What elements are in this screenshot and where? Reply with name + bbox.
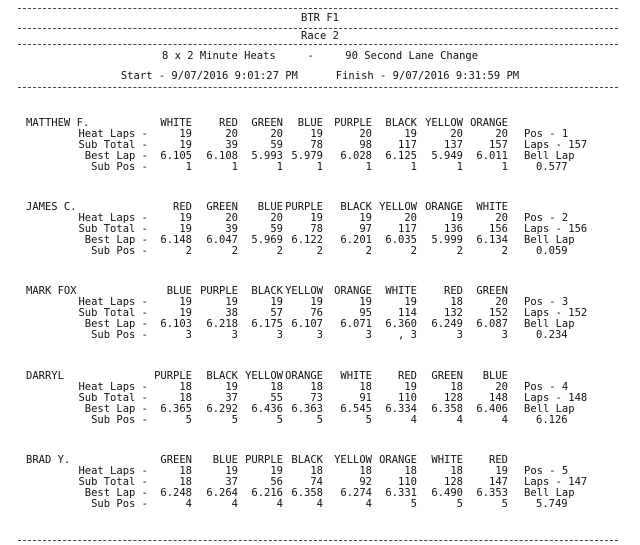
row-label: Sub Pos -: [91, 161, 148, 173]
lane-header: WHITE: [476, 201, 508, 213]
lane-header: GREEN: [160, 454, 192, 466]
table-cell: 6.028: [340, 150, 372, 162]
race-name: Race 2: [301, 30, 339, 42]
table-cell: 20: [404, 212, 417, 224]
row-label: Sub Total -: [78, 476, 148, 488]
table-cell: 6.035: [385, 234, 417, 246]
table-cell: 117: [398, 139, 417, 151]
table-cell: 19: [179, 212, 192, 224]
table-cell: 57: [270, 307, 283, 319]
row-label: Heat Laps -: [78, 381, 148, 393]
table-cell: 3: [276, 329, 283, 341]
table-cell: 2: [365, 245, 372, 257]
summary-value: Bell Lap: [524, 318, 575, 330]
table-cell: 20: [270, 128, 283, 140]
row-label: Best Lap -: [84, 150, 148, 162]
lane-header: GREEN: [206, 201, 238, 213]
lane-header: BLUE: [482, 370, 508, 382]
table-cell: 19: [359, 212, 372, 224]
table-cell: 20: [495, 381, 508, 393]
table-cell: 6.125: [385, 150, 417, 162]
table-cell: 6.360: [385, 318, 417, 330]
row-label: Sub Pos -: [91, 245, 148, 257]
lane-header: YELLOW: [285, 285, 323, 297]
lane-header: WHITE: [340, 370, 372, 382]
lane-header: RED: [489, 454, 508, 466]
table-cell: 5: [365, 414, 372, 426]
table-cell: 1: [231, 161, 238, 173]
summary-value: Pos - 3: [524, 296, 569, 308]
table-cell: 92: [359, 476, 372, 488]
lane-header: BLACK: [291, 454, 323, 466]
driver-name: MATTHEW F.: [26, 117, 90, 129]
table-cell: 117: [398, 223, 417, 235]
table-cell: 4: [231, 498, 238, 510]
table-cell: 19: [179, 128, 192, 140]
table-cell: 6.108: [206, 150, 238, 162]
table-cell: 38: [225, 307, 238, 319]
table-cell: 18: [179, 392, 192, 404]
table-cell: 2: [316, 245, 323, 257]
table-cell: 6.175: [251, 318, 283, 330]
table-cell: 5: [316, 414, 323, 426]
table-cell: 6.148: [160, 234, 192, 246]
table-cell: 6.331: [385, 487, 417, 499]
table-cell: 6.436: [251, 403, 283, 415]
lane-header: YELLOW: [245, 370, 283, 382]
table-cell: 19: [225, 465, 238, 477]
lane-header: PURPLE: [154, 370, 192, 382]
row-label: Sub Pos -: [91, 498, 148, 510]
table-cell: 19: [270, 296, 283, 308]
table-cell: 18: [179, 476, 192, 488]
row-label: Heat Laps -: [78, 296, 148, 308]
table-cell: 56: [270, 476, 283, 488]
summary-value: Bell Lap: [524, 234, 575, 246]
table-cell: , 3: [398, 329, 417, 341]
table-cell: 1: [456, 161, 463, 173]
table-cell: 39: [225, 139, 238, 151]
lane-header: YELLOW: [379, 201, 417, 213]
table-cell: 37: [225, 392, 238, 404]
lane-header: RED: [398, 370, 417, 382]
table-cell: 55: [270, 392, 283, 404]
table-cell: 5.999: [431, 234, 463, 246]
row-label: Heat Laps -: [78, 128, 148, 140]
summary-value: Pos - 5: [524, 465, 569, 477]
table-cell: 18: [310, 381, 323, 393]
table-cell: 6.292: [206, 403, 238, 415]
summary-value: Laps - 147: [524, 476, 588, 488]
table-cell: 137: [444, 139, 463, 151]
table-cell: 20: [225, 212, 238, 224]
lane-header: ORANGE: [334, 285, 372, 297]
table-cell: 6.406: [476, 403, 508, 415]
table-cell: 4: [316, 498, 323, 510]
summary-value: Laps - 156: [524, 223, 588, 235]
table-cell: 1: [410, 161, 417, 173]
table-cell: 1: [276, 161, 283, 173]
table-cell: 6.107: [291, 318, 323, 330]
table-cell: 18: [450, 465, 463, 477]
report-title: BTR F1: [301, 12, 339, 24]
table-cell: 97: [359, 223, 372, 235]
lane-header: ORANGE: [285, 370, 323, 382]
table-cell: 3: [316, 329, 323, 341]
table-cell: 110: [398, 392, 417, 404]
table-cell: 19: [179, 139, 192, 151]
lane-header: WHITE: [160, 117, 192, 129]
table-cell: 2: [231, 245, 238, 257]
table-cell: 6.216: [251, 487, 283, 499]
table-cell: 20: [450, 128, 463, 140]
table-cell: 2: [501, 245, 508, 257]
lane-header: BLUE: [257, 201, 283, 213]
lane-header: PURPLE: [200, 285, 238, 297]
table-cell: 6.201: [340, 234, 372, 246]
table-cell: 5: [501, 498, 508, 510]
table-cell: 73: [310, 392, 323, 404]
table-cell: 147: [489, 476, 508, 488]
table-cell: 5: [231, 414, 238, 426]
table-cell: 3: [456, 329, 463, 341]
table-cell: 18: [179, 381, 192, 393]
lane-header: YELLOW: [334, 454, 372, 466]
table-cell: 128: [444, 392, 463, 404]
table-cell: 19: [359, 296, 372, 308]
lane-header: BLACK: [385, 117, 417, 129]
table-cell: 6.334: [385, 403, 417, 415]
table-cell: 5.949: [431, 150, 463, 162]
table-cell: 18: [450, 381, 463, 393]
table-cell: 19: [404, 296, 417, 308]
table-cell: 18: [404, 465, 417, 477]
table-cell: 5: [456, 498, 463, 510]
summary-value: Bell Lap: [524, 487, 575, 499]
table-cell: 6.365: [160, 403, 192, 415]
lane-header: BLACK: [251, 285, 283, 297]
table-cell: 6.105: [160, 150, 192, 162]
top-rule: [18, 8, 618, 9]
lane-header: RED: [444, 285, 463, 297]
lane-header: BLACK: [340, 201, 372, 213]
table-cell: 132: [444, 307, 463, 319]
table-cell: 5.993: [251, 150, 283, 162]
table-cell: 39: [225, 223, 238, 235]
table-cell: 4: [410, 414, 417, 426]
table-cell: 20: [270, 212, 283, 224]
lane-header: BLUE: [297, 117, 323, 129]
table-cell: 5: [185, 414, 192, 426]
table-cell: 6.122: [291, 234, 323, 246]
table-cell: 4: [365, 498, 372, 510]
table-cell: 18: [179, 465, 192, 477]
table-cell: 6.134: [476, 234, 508, 246]
table-cell: 128: [444, 476, 463, 488]
lane-header: PURPLE: [245, 454, 283, 466]
table-cell: 6.071: [340, 318, 372, 330]
table-cell: 19: [225, 381, 238, 393]
table-cell: 2: [276, 245, 283, 257]
table-cell: 1: [316, 161, 323, 173]
table-cell: 2: [410, 245, 417, 257]
table-cell: 6.363: [291, 403, 323, 415]
table-cell: 114: [398, 307, 417, 319]
row-label: Sub Total -: [78, 392, 148, 404]
table-cell: 148: [489, 392, 508, 404]
table-cell: 6.264: [206, 487, 238, 499]
table-cell: 2: [456, 245, 463, 257]
table-cell: 6.248: [160, 487, 192, 499]
table-cell: 37: [225, 476, 238, 488]
table-cell: 5: [410, 498, 417, 510]
lane-header: ORANGE: [425, 201, 463, 213]
row-label: Sub Pos -: [91, 329, 148, 341]
table-cell: 6.218: [206, 318, 238, 330]
table-cell: 1: [501, 161, 508, 173]
table-cell: 19: [310, 212, 323, 224]
table-cell: 19: [179, 296, 192, 308]
lane-header: PURPLE: [285, 201, 323, 213]
table-cell: 136: [444, 223, 463, 235]
lane-header: GREEN: [251, 117, 283, 129]
table-cell: 3: [231, 329, 238, 341]
table-cell: 156: [489, 223, 508, 235]
row-label: Best Lap -: [84, 318, 148, 330]
summary-value: Laps - 152: [524, 307, 588, 319]
title-rule: [18, 28, 618, 29]
table-cell: 76: [310, 307, 323, 319]
table-cell: 4: [276, 498, 283, 510]
row-label: Sub Total -: [78, 139, 148, 151]
table-cell: 3: [365, 329, 372, 341]
table-cell: 6.087: [476, 318, 508, 330]
table-cell: 152: [489, 307, 508, 319]
table-cell: 157: [489, 139, 508, 151]
table-cell: 19: [404, 381, 417, 393]
heat-format: 8 x 2 Minute Heats - 90 Second Lane Change: [161, 50, 479, 62]
table-cell: 20: [495, 128, 508, 140]
summary-value: 5.749: [536, 498, 568, 510]
table-cell: 6.103: [160, 318, 192, 330]
table-cell: 19: [404, 128, 417, 140]
row-label: Sub Total -: [78, 307, 148, 319]
lane-header: PURPLE: [334, 117, 372, 129]
table-cell: 19: [310, 296, 323, 308]
table-cell: 18: [359, 381, 372, 393]
summary-value: 6.126: [536, 414, 568, 426]
table-cell: 20: [495, 296, 508, 308]
driver-name: BRAD Y.: [26, 454, 71, 466]
table-cell: 78: [310, 139, 323, 151]
race-times: Start - 9/07/2016 9:01:27 PM Finish - 9/07/2016 9:31:59 PM: [120, 70, 520, 82]
row-label: Best Lap -: [84, 234, 148, 246]
table-cell: 78: [310, 223, 323, 235]
table-cell: 6.047: [206, 234, 238, 246]
table-cell: 1: [185, 161, 192, 173]
table-cell: 1: [365, 161, 372, 173]
table-cell: 95: [359, 307, 372, 319]
bottom-rule: [18, 540, 618, 541]
lane-header: WHITE: [385, 285, 417, 297]
table-cell: 6.490: [431, 487, 463, 499]
driver-name: JAMES C.: [26, 201, 77, 213]
table-cell: 6.274: [340, 487, 372, 499]
table-cell: 5.979: [291, 150, 323, 162]
summary-value: 0.059: [536, 245, 568, 257]
lane-header: BLUE: [212, 454, 238, 466]
table-cell: 6.249: [431, 318, 463, 330]
row-label: Sub Total -: [78, 223, 148, 235]
row-label: Best Lap -: [84, 487, 148, 499]
table-cell: 6.353: [476, 487, 508, 499]
table-cell: 4: [456, 414, 463, 426]
table-cell: 5: [276, 414, 283, 426]
table-cell: 3: [185, 329, 192, 341]
summary-value: 0.234: [536, 329, 568, 341]
table-cell: 19: [495, 465, 508, 477]
row-label: Best Lap -: [84, 403, 148, 415]
table-cell: 18: [359, 465, 372, 477]
row-label: Heat Laps -: [78, 465, 148, 477]
table-cell: 19: [270, 465, 283, 477]
table-cell: 6.358: [431, 403, 463, 415]
table-cell: 18: [270, 381, 283, 393]
table-cell: 59: [270, 139, 283, 151]
lane-header: GREEN: [431, 370, 463, 382]
table-cell: 74: [310, 476, 323, 488]
table-cell: 110: [398, 476, 417, 488]
table-cell: 6.545: [340, 403, 372, 415]
summary-value: Pos - 1: [524, 128, 569, 140]
table-cell: 18: [450, 296, 463, 308]
header-bottom-rule: [18, 87, 618, 88]
lane-header: WHITE: [431, 454, 463, 466]
race-rule: [18, 44, 618, 45]
table-cell: 4: [501, 414, 508, 426]
driver-name: MARK FOX: [26, 285, 77, 297]
summary-value: Bell Lap: [524, 150, 575, 162]
row-label: Sub Pos -: [91, 414, 148, 426]
table-cell: 98: [359, 139, 372, 151]
summary-value: Laps - 157: [524, 139, 588, 151]
summary-value: Laps - 148: [524, 392, 588, 404]
lane-header: RED: [219, 117, 238, 129]
summary-value: 0.577: [536, 161, 568, 173]
table-cell: 18: [310, 465, 323, 477]
table-cell: 2: [185, 245, 192, 257]
table-cell: 6.011: [476, 150, 508, 162]
table-cell: 19: [225, 296, 238, 308]
table-cell: 20: [225, 128, 238, 140]
table-cell: 3: [501, 329, 508, 341]
table-cell: 19: [310, 128, 323, 140]
driver-name: DARRYL: [26, 370, 64, 382]
lane-header: ORANGE: [379, 454, 417, 466]
lane-header: YELLOW: [425, 117, 463, 129]
row-label: Heat Laps -: [78, 212, 148, 224]
lane-header: BLUE: [166, 285, 192, 297]
summary-value: Pos - 4: [524, 381, 569, 393]
table-cell: 91: [359, 392, 372, 404]
lane-header: GREEN: [476, 285, 508, 297]
table-cell: 19: [450, 212, 463, 224]
table-cell: 19: [179, 307, 192, 319]
table-cell: 19: [179, 223, 192, 235]
table-cell: 6.358: [291, 487, 323, 499]
table-cell: 20: [495, 212, 508, 224]
lane-header: BLACK: [206, 370, 238, 382]
summary-value: Pos - 2: [524, 212, 569, 224]
summary-value: Bell Lap: [524, 403, 575, 415]
table-cell: 4: [185, 498, 192, 510]
table-cell: 20: [359, 128, 372, 140]
lane-header: RED: [173, 201, 192, 213]
table-cell: 59: [270, 223, 283, 235]
lane-header: ORANGE: [470, 117, 508, 129]
table-cell: 5.969: [251, 234, 283, 246]
